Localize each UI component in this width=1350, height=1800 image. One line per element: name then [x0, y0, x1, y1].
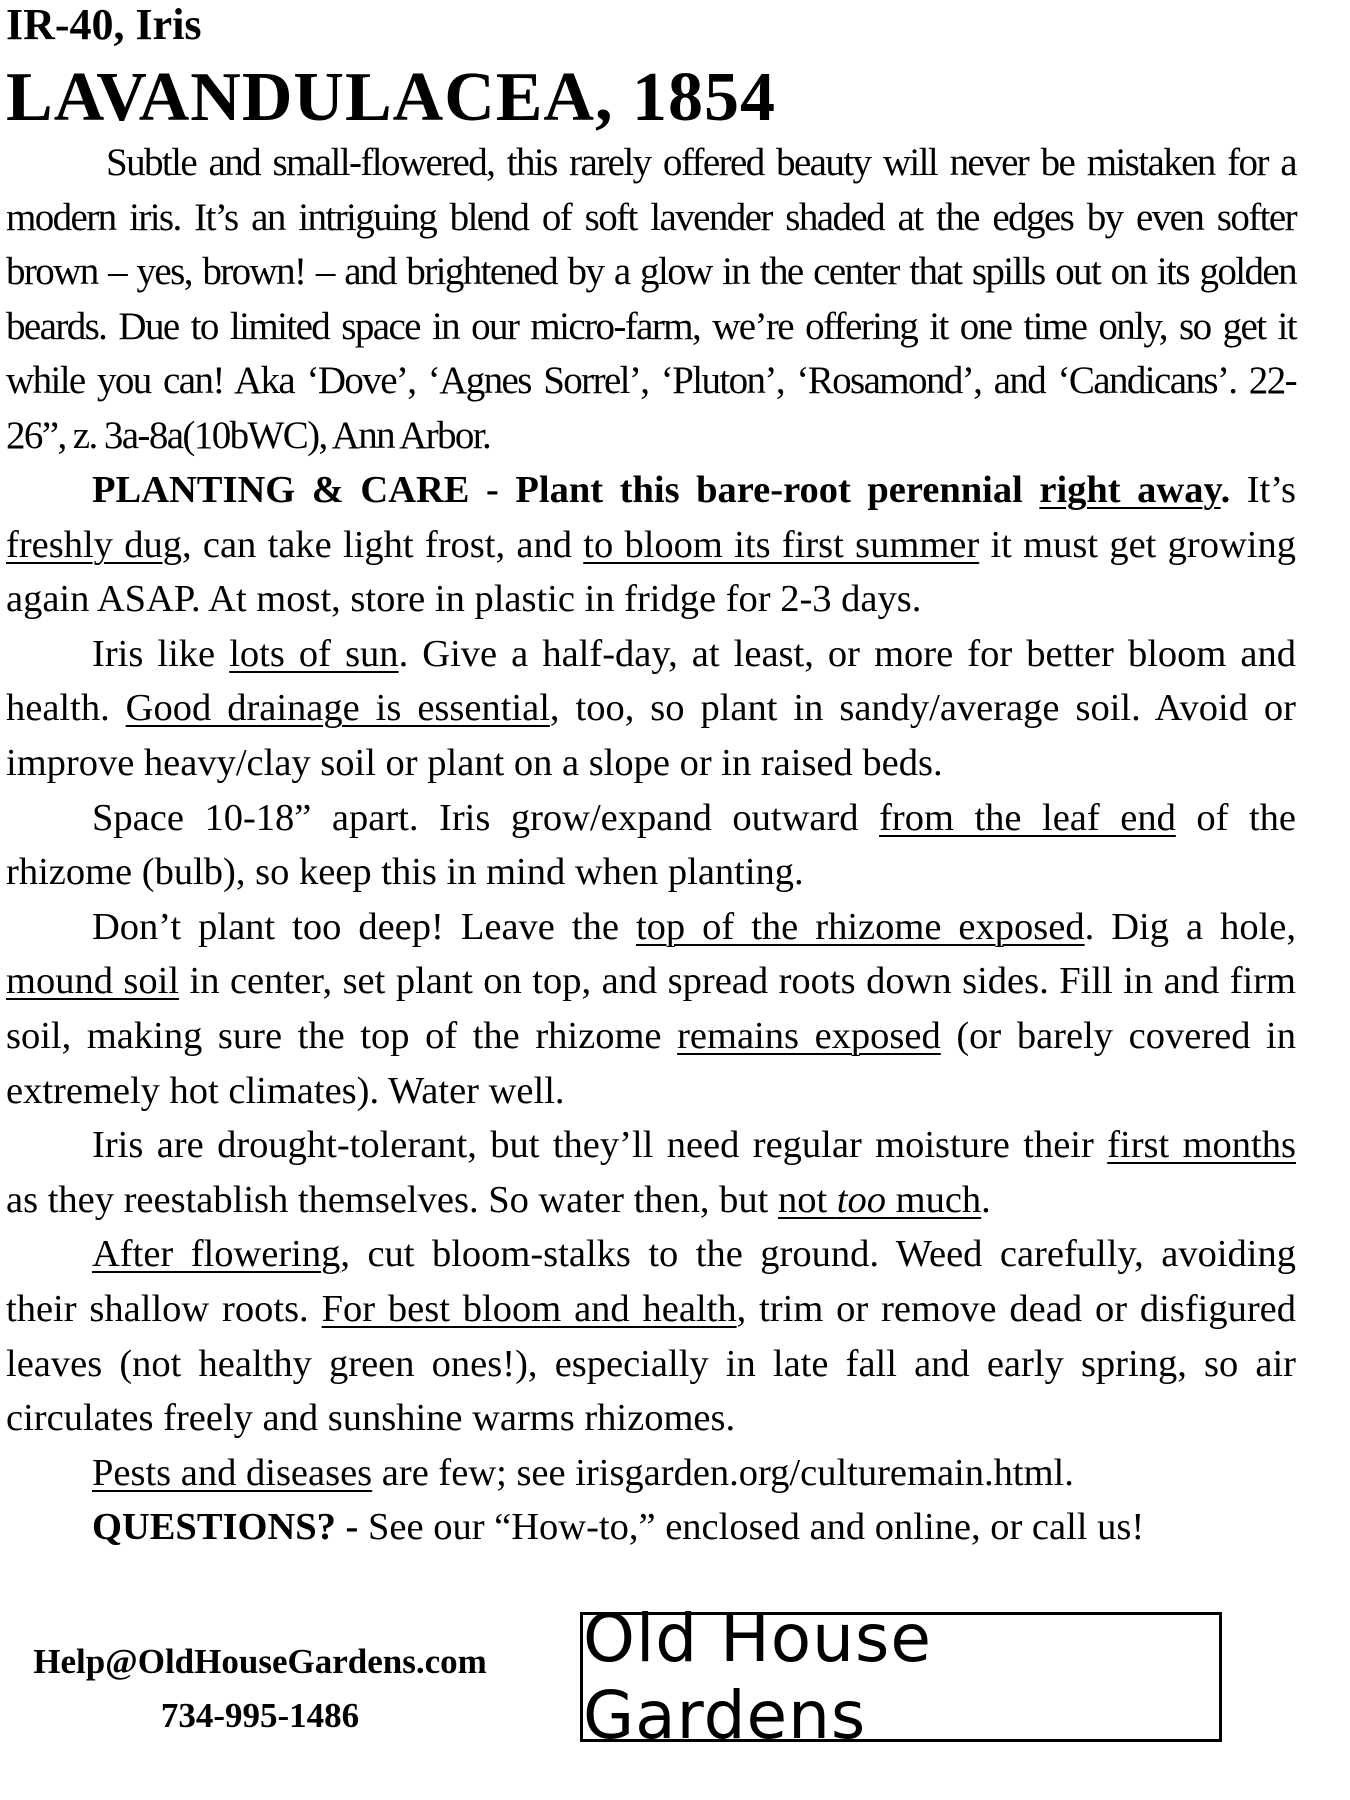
care-paragraph-pests: Pests and diseases are few; see irisgarden.org/culturemain.html. [92, 1451, 1074, 1494]
care-paragraph-watering: Iris are drought-tolerant, but they’ll need regular moisture their first months as they reestablish themselves. So water then, but not too much. [6, 1124, 1296, 1221]
care-paragraph-planting: PLANTING & CARE - Plant this bare-root perennial right away. It’s freshly dug, can take light frost, and to bloom its first summer it must get growing again ASAP. At most, store in plastic in fridge for 2-3 days. [6, 469, 1296, 621]
care-paragraph-maintenance: After flowering, cut bloom-stalks to the ground. Weed carefully, avoiding their shallow roots. For best bloom and health, trim or remove dead or disfigured leaves (not healthy green ones!), especially in late fall and early spring, so air circulates freely and sunshine warms rhizomes. [6, 1233, 1296, 1440]
variety-description: Subtle and small-flowered, this rarely offered beauty will never be mistaken for a modern iris. It’s an intriguing blend of soft lavender shaded at the edges by even softer brown – yes, brown! – and brightened by a glow in the center that spills out on its golden beards. Due to limited space in our micro-farm, we’re offering it one time only, so get it while you can! Aka ‘Dove’, ‘Agnes Sorrel’, ‘Pluton’, ‘Rosamond’, and ‘Candicans’. 22-26”, z. 3a-8a(10bWC), Ann Arbor. [6, 141, 1296, 457]
brand-logo [580, 1600, 1222, 1754]
product-code: IR-40, Iris [6, 0, 202, 49]
care-paragraph-questions: QUESTIONS? - See our “How-to,” enclosed and online, or call us! [92, 1506, 1145, 1549]
care-heading: PLANTING & CARE - Plant this bare-root perennial [92, 469, 1040, 511]
contact-phone: 734-995-1486 [160, 1696, 360, 1735]
care-paragraph-sun: Iris like lots of sun. Give a half-day, at least, or more for better bloom and health. Good drainage is essential, too, so plant in sandy/average soil. Avoid or improve heavy/clay soil or plant on a slope or in raised beds. [6, 632, 1297, 784]
care-paragraph-depth: Don’t plant too deep! Leave the top of the rhizome exposed. Dig a hole, mound soil in center, set plant on top, and spread roots down sides. Fill in and firm soil, making sure the top of the rhizome remains exposed (or barely covered in extremely hot climates). Water well. [6, 905, 1296, 1112]
questions-heading: QUESTIONS? - [92, 1506, 368, 1549]
page-title: LAVANDULACEA, 1854 [6, 59, 776, 136]
care-paragraph-spacing: Space 10-18” apart. Iris grow/expand outward from the leaf end of the rhizome (bulb), so keep this in mind when planting. [6, 796, 1296, 894]
planting-care-section [6, 463, 1296, 1555]
contact-email: Help@OldHouseGardens.com [33, 1642, 487, 1681]
brand-logo-text: Old House Gardens [583, 1600, 932, 1754]
contact-info [10, 1635, 510, 1743]
